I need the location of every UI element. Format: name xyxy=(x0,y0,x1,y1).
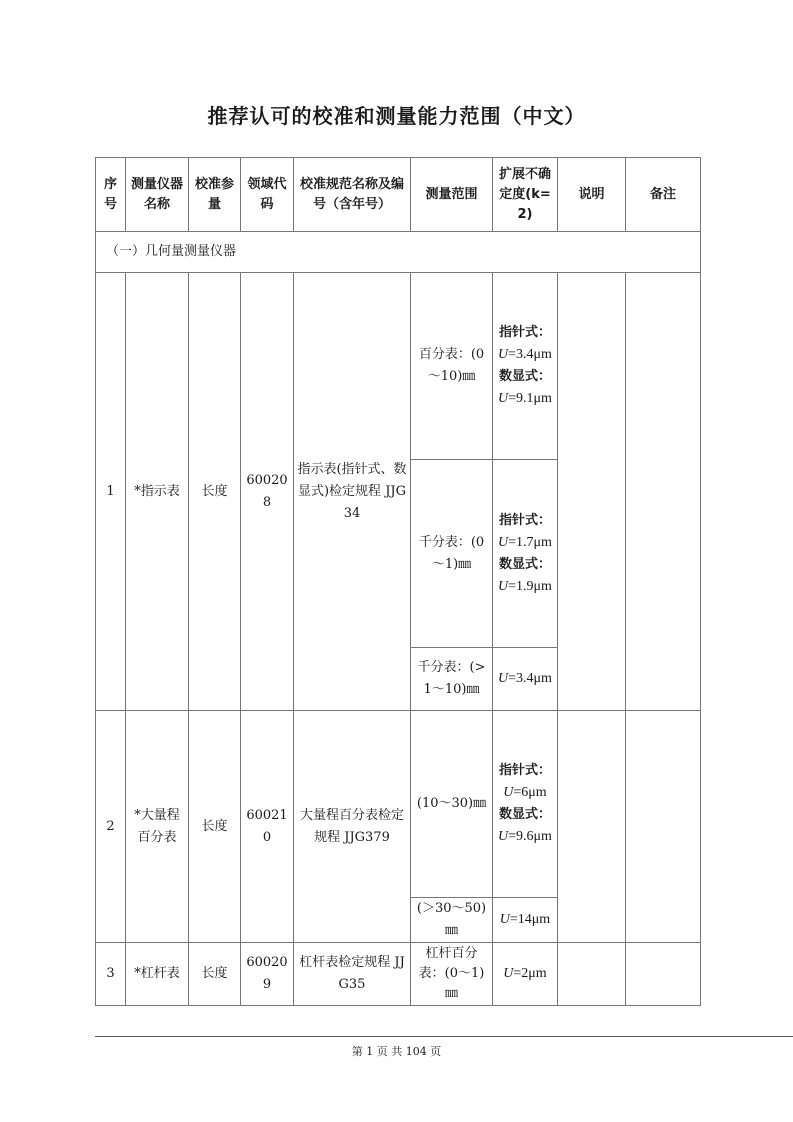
header-range: 测量范围 xyxy=(411,158,493,232)
row-uncertainty xyxy=(493,648,558,711)
row-explanation xyxy=(558,711,626,943)
row-specification: 大量程百分表检定规程 JJG379 xyxy=(294,711,411,943)
uncertainty-symbol: U xyxy=(503,785,514,800)
row-parameter: 长度 xyxy=(189,711,241,943)
uncertainty-symbol: U xyxy=(498,391,509,406)
row-no: 3 xyxy=(96,943,126,1006)
table-row xyxy=(96,273,701,460)
header-uncertainty: 扩展不确定度(k=2) xyxy=(493,158,558,232)
uncertainty-value: =1.7μm xyxy=(508,534,552,550)
row-range: 杠杆百分表：(0～1)㎜ xyxy=(411,943,493,1006)
row-specification: 杠杆表检定规程 JJG35 xyxy=(294,943,411,1006)
uncertainty-value: =14μm xyxy=(509,912,551,927)
row-field-code: 600208 xyxy=(241,273,294,711)
row-parameter: 长度 xyxy=(189,943,241,1006)
page-title: 推荐认可的校准和测量能力范围（中文） xyxy=(207,104,586,128)
uncertainty-symbol: U xyxy=(498,347,509,362)
row-uncertainty xyxy=(493,898,558,943)
row-instrument: *指示表 xyxy=(126,273,189,711)
header-explanation: 说明 xyxy=(558,158,626,232)
table-header-row xyxy=(96,158,701,232)
row-range: 百分表：(0～10)㎜ xyxy=(411,273,493,460)
footer-divider xyxy=(95,1036,793,1037)
header-field-code: 领域代码 xyxy=(241,158,294,232)
row-range: 千分表：(>1～10)㎜ xyxy=(411,648,493,711)
row-remarks xyxy=(626,711,701,943)
row-no: 1 xyxy=(96,273,126,711)
uncertainty-value: =6μm xyxy=(513,785,547,800)
row-range: (＞30～50)㎜ xyxy=(411,898,493,943)
row-no: 2 xyxy=(96,711,126,943)
uncertainty-value: =3.4μm xyxy=(508,347,552,362)
row-instrument: *杠杆表 xyxy=(126,943,189,1006)
section-title: （一）几何量测量仪器 xyxy=(96,232,701,273)
header-specification: 校准规范名称及编号（含年号） xyxy=(294,158,411,232)
row-specification: 指示表(指针式、数显式)检定规程 JJG34 xyxy=(294,273,411,711)
row-uncertainty xyxy=(493,273,558,460)
uncertainty-value: =9.6μm xyxy=(508,829,552,844)
uncertainty-label: 指针式： xyxy=(498,763,551,778)
row-remarks xyxy=(626,273,701,711)
row-explanation xyxy=(558,943,626,1006)
row-instrument: *大量程百分表 xyxy=(126,711,189,943)
row-uncertainty xyxy=(493,460,558,648)
uncertainty-symbol: U xyxy=(498,829,509,844)
uncertainty-value: =9.1μm xyxy=(508,391,552,406)
uncertainty-symbol: U xyxy=(498,534,509,550)
row-uncertainty xyxy=(493,711,558,898)
header-remarks: 备注 xyxy=(626,158,701,232)
uncertainty-value: =1.9μm xyxy=(508,578,552,594)
row-field-code: 600210 xyxy=(241,711,294,943)
uncertainty-symbol: U xyxy=(498,671,509,686)
uncertainty-symbol: U xyxy=(498,578,509,594)
table-row xyxy=(96,943,701,1006)
row-uncertainty xyxy=(493,943,558,1006)
header-instrument: 测量仪器名称 xyxy=(126,158,189,232)
row-field-code: 600209 xyxy=(241,943,294,1006)
page-footer: 第 1 页 共 104 页 xyxy=(351,1045,442,1058)
header-no: 序号 xyxy=(96,158,126,232)
table-row xyxy=(96,711,701,898)
header-parameter: 校准参量 xyxy=(189,158,241,232)
uncertainty-label: 指针式： xyxy=(498,325,551,340)
row-range: (10～30)㎜ xyxy=(411,711,493,898)
row-explanation xyxy=(558,273,626,711)
uncertainty-label: 指针式： xyxy=(498,512,551,528)
uncertainty-label: 数显式： xyxy=(498,556,551,572)
uncertainty-label: 数显式： xyxy=(498,807,551,822)
uncertainty-label: 数显式： xyxy=(498,369,551,384)
row-parameter: 长度 xyxy=(189,273,241,711)
section-row xyxy=(96,232,701,273)
uncertainty-symbol: U xyxy=(503,966,514,981)
row-remarks xyxy=(626,943,701,1006)
uncertainty-value: =2μm xyxy=(513,966,547,981)
uncertainty-symbol: U xyxy=(499,912,510,927)
calibration-table xyxy=(95,157,701,1006)
uncertainty-value: =3.4μm xyxy=(508,671,552,686)
row-range: 千分表：(0～1)㎜ xyxy=(411,460,493,648)
